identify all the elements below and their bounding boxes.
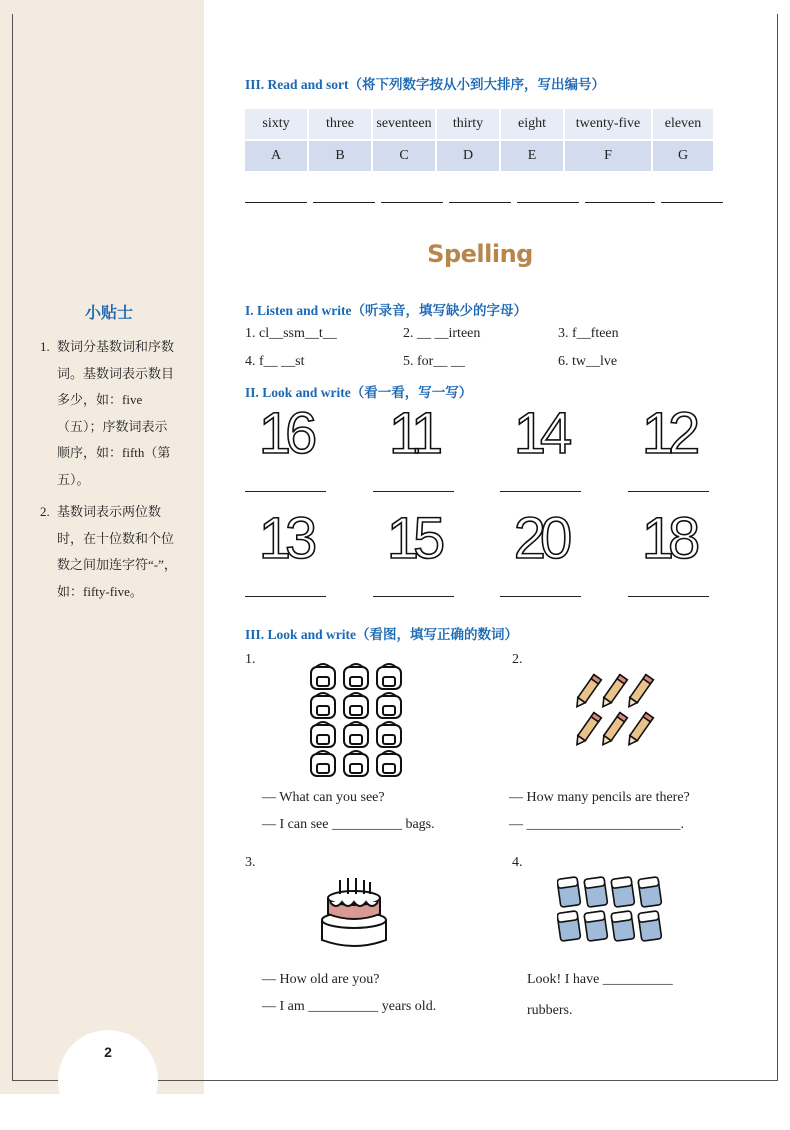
rubber-icon [557,877,581,908]
question-number: 3. [245,855,256,870]
answer-blank[interactable] [585,202,655,203]
pencils-picture [570,672,655,757]
letter-cell: C [373,141,435,171]
tips-title: 小贴士 [84,303,133,322]
answer-line[interactable] [373,596,454,597]
listen-item: 6. tw__lve [558,354,618,369]
outline-number: 13 [258,506,312,571]
sort-table [243,107,715,173]
outline-number: 20 [513,506,567,571]
bag-icon [344,751,368,776]
question-number: 1. [245,652,256,667]
question-number: 4. [512,855,523,870]
outline-number: 18 [641,506,695,571]
listen-item: 5. for__ __ [403,354,465,369]
bag-icon [344,664,368,689]
listen-item: 4. f__ __st [245,354,305,369]
answer-blank[interactable] [517,202,579,203]
question-number: 2. [512,652,523,667]
answer-line[interactable] [500,491,581,492]
rubber-icon [584,877,608,908]
pencil-icon [599,713,627,748]
tip-item [40,334,180,493]
bag-icon [344,693,368,718]
word-cell: twenty-five [565,109,651,139]
word-cell: three [309,109,371,139]
letter-cell: B [309,141,371,171]
page-number-badge [58,1030,158,1130]
dialog-line: — How many pencils are there? [509,790,690,805]
bags-picture [305,660,405,780]
spelling-title: Spelling [427,240,533,268]
dialog-line: — I am __________ years old. [262,999,437,1014]
pencil-icon [573,675,601,710]
answer-line[interactable] [245,491,326,492]
tips-list [40,334,180,611]
letter-cell: F [565,141,651,171]
listen-heading: I. Listen and write（听录音，填写缺少的字母） [245,303,528,318]
outline-number: 15 [386,506,440,571]
read-sort-heading: III. Read and sort（将下列数字按从小到大排序，写出编号） [245,77,606,92]
sort-answer-blanks [245,202,723,203]
pencil-icon [625,675,653,710]
tip-number: 2. [40,504,50,519]
answer-line[interactable] [628,491,709,492]
answer-line[interactable] [245,596,326,597]
dialog-line: — I can see __________ bags. [262,817,435,832]
answer-blank[interactable] [449,202,511,203]
dialog-line: — How old are you? [262,972,380,987]
rubbers-picture [557,876,669,946]
bag-icon [311,693,335,718]
answer-blank[interactable] [245,202,307,203]
answer-line[interactable] [373,491,454,492]
bag-icon [377,751,401,776]
word-cell: seventeen [373,109,435,139]
word-cell: sixty [245,109,307,139]
rubber-icon [638,911,662,942]
pencil-icon [599,675,627,710]
bag-icon [377,693,401,718]
dialog-line: rubbers. [527,1003,573,1018]
page-number: 2 [104,1044,112,1060]
dialog-line: — ______________________. [509,817,684,832]
answer-blank[interactable] [661,202,723,203]
rubber-icon [611,877,635,908]
word-cell: eleven [653,109,713,139]
tip-text: 基数词表示两位数时，在十位数和个位数之间加连字符“-”，如：fifty-five。 [57,504,177,599]
dialog-line: — What can you see? [262,790,385,805]
pencil-icon [625,713,653,748]
outline-number: 11 [388,401,438,466]
listen-item: 3. f__fteen [558,326,619,341]
letter-cell: A [245,141,307,171]
bag-icon [311,751,335,776]
word-cell: thirty [437,109,499,139]
bag-icon [311,664,335,689]
outline-number: 16 [258,401,312,466]
rubber-icon [584,911,608,942]
pencil-icon [573,713,601,748]
tip-number: 1. [40,339,50,354]
word-cell: eight [501,109,563,139]
outline-number: 14 [513,401,567,466]
tip-text: 数词分基数词和序数词。基数词表示数目多少，如：five（五）；序数词表示顺序，如：fifth（第五）。 [57,339,175,487]
dialog-line: Look! I have __________ [527,972,673,987]
outline-number: 12 [641,401,695,466]
answer-blank[interactable] [313,202,375,203]
letter-cell: G [653,141,713,171]
bag-icon [377,722,401,747]
bag-icon [311,722,335,747]
answer-line[interactable] [628,596,709,597]
listen-item: 1. cl__ssm__t__ [245,326,337,341]
answer-line[interactable] [500,596,581,597]
letter-cell: E [501,141,563,171]
cake-picture [318,872,390,950]
answer-blank[interactable] [381,202,443,203]
bag-icon [377,664,401,689]
rubber-icon [638,877,662,908]
bag-icon [344,722,368,747]
look-write2-heading: III. Look and write（看图，填写正确的数词） [245,627,519,642]
look-write-heading: II. Look and write（看一看，写一写） [245,385,473,400]
letter-cell: D [437,141,499,171]
listen-item: 2. __ __irteen [403,326,481,341]
rubber-icon [557,911,581,942]
rubber-icon [611,911,635,942]
tip-item [40,499,180,605]
